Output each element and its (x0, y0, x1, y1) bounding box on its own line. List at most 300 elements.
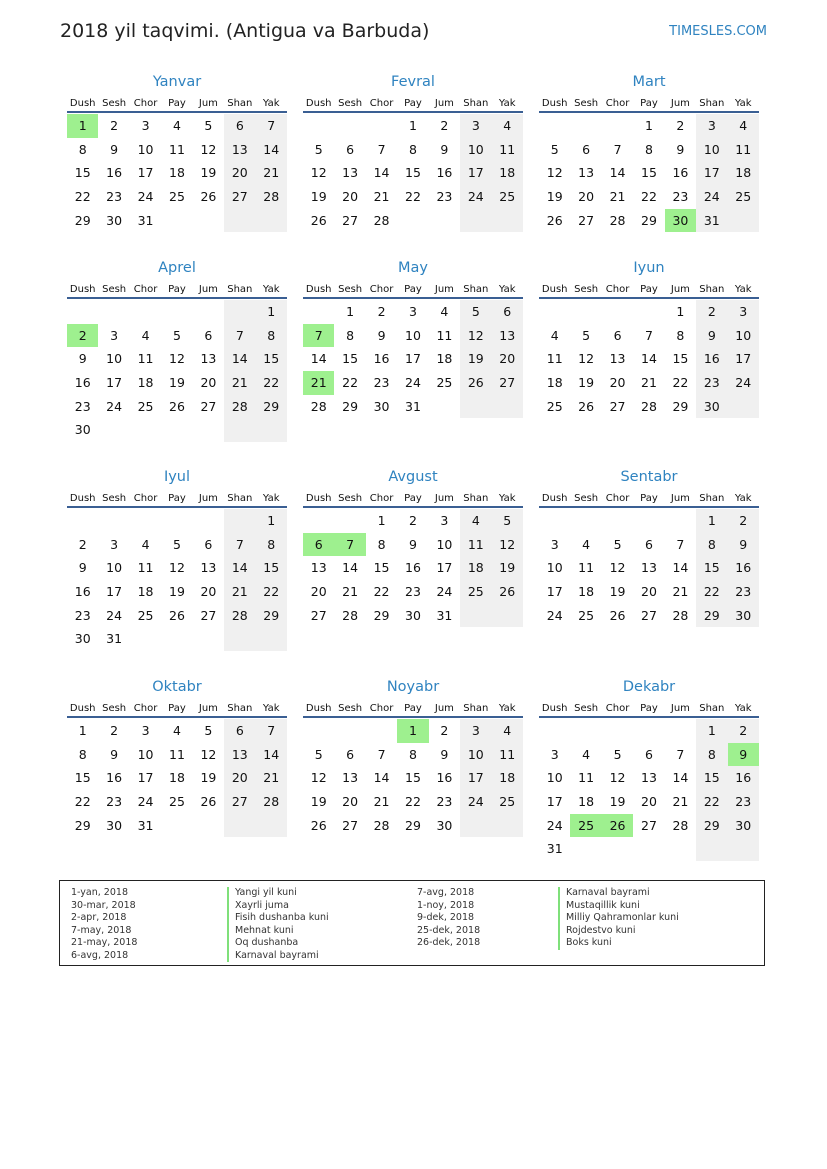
day-cell: 19 (310, 794, 327, 810)
day-cell: 21 (672, 584, 689, 600)
weekday-label: Jum (670, 98, 690, 109)
empty-cell (460, 395, 491, 419)
day-cell: 20 (310, 584, 327, 600)
day-cell: 16 (672, 165, 689, 181)
weekday-label: Yak (262, 493, 280, 504)
page-title: 2018 yil taqvimi. (Antigua va Barbuda) (60, 20, 430, 42)
day-cell: 24 (546, 817, 563, 833)
empty-cell (570, 719, 601, 743)
day-cell: 10 (106, 351, 123, 367)
day-cell: 13 (200, 351, 217, 367)
weekday-label: Dush (69, 493, 96, 504)
weekday-label: Shan (227, 284, 253, 295)
day-cell: 25 (169, 189, 185, 205)
weekday-label: Jum (198, 493, 218, 504)
day-cell: 17 (106, 584, 123, 600)
day-cell: 8 (676, 327, 685, 343)
day-cell: 9 (440, 746, 449, 762)
day-cell: 18 (492, 161, 523, 185)
day-cell: 12 (169, 560, 185, 576)
day-cell: 17 (460, 766, 491, 790)
empty-cell (366, 114, 397, 138)
day-cell: 2 (440, 723, 449, 738)
month-name: May (398, 260, 428, 276)
day-cell: 18 (578, 584, 595, 600)
day-cell: 6 (346, 746, 355, 762)
day-cell: 30 (373, 398, 390, 414)
empty-cell (224, 209, 255, 233)
empty-cell (728, 395, 759, 419)
empty-cell (366, 719, 397, 743)
empty-cell (224, 814, 255, 838)
day-cell: 13 (310, 560, 327, 576)
empty-cell (130, 627, 161, 651)
day-cell: 19 (609, 584, 626, 600)
day-cell: 19 (200, 770, 217, 786)
day-cell: 25 (492, 790, 523, 814)
day-cell: 29 (696, 814, 727, 838)
empty-cell (602, 837, 633, 861)
day-cell: 29 (405, 817, 421, 833)
month-iyun (539, 259, 759, 418)
empty-cell (130, 418, 161, 442)
empty-cell (161, 209, 192, 233)
day-cell: 7 (256, 719, 287, 743)
day-cell: 5 (173, 536, 181, 552)
legend-dates-right (417, 887, 480, 950)
day-cell: 31 (137, 212, 154, 228)
day-cell: 21 (342, 584, 359, 600)
day-cell: 26 (169, 398, 185, 414)
weekday-label: Shan (463, 98, 489, 109)
day-cell: 30 (106, 817, 123, 833)
day-grid (67, 114, 287, 232)
day-grid (67, 509, 287, 651)
empty-cell (492, 604, 523, 628)
empty-cell (665, 719, 696, 743)
day-cell: 29 (342, 398, 359, 414)
empty-cell (539, 719, 570, 743)
day-cell: 5 (204, 118, 213, 133)
day-cell: 22 (405, 794, 421, 810)
holiday-day-cell: 1 (397, 719, 428, 743)
day-cell: 16 (74, 584, 91, 600)
day-cell: 13 (492, 324, 523, 348)
empty-cell (161, 627, 192, 651)
day-cell: 20 (200, 375, 217, 391)
day-cell: 22 (256, 580, 287, 604)
day-cell: 27 (342, 212, 359, 228)
weekday-label: Shan (463, 493, 489, 504)
weekday-label: Sesh (338, 703, 363, 714)
day-cell: 16 (436, 165, 453, 181)
empty-cell (224, 418, 255, 442)
empty-cell (539, 114, 570, 138)
month-mart (539, 73, 759, 232)
holiday-day-cell: 7 (303, 324, 334, 348)
day-cell: 17 (696, 161, 727, 185)
weekday-header (67, 282, 287, 299)
day-cell: 21 (256, 766, 287, 790)
weekday-label: Chor (369, 284, 394, 295)
day-cell: 23 (728, 580, 759, 604)
day-cell: 8 (409, 141, 417, 157)
day-cell: 5 (582, 327, 591, 343)
weekday-label: Jum (434, 284, 454, 295)
weekday-label: Yak (498, 98, 516, 109)
empty-cell (303, 719, 334, 743)
weekday-header (67, 491, 287, 508)
legend-date: 21-may, 2018 (71, 937, 138, 948)
month-oktabr (67, 678, 287, 837)
day-cell: 27 (578, 212, 595, 228)
day-cell: 19 (169, 375, 185, 391)
weekday-label: Jum (198, 98, 218, 109)
day-cell: 11 (492, 743, 523, 767)
month-name: Avgust (388, 469, 438, 485)
day-cell: 6 (204, 536, 213, 552)
day-cell: 3 (141, 723, 150, 738)
weekday-label: Shan (699, 493, 725, 504)
day-cell: 14 (373, 770, 390, 786)
empty-cell (334, 509, 365, 533)
holiday-day-cell: 2 (67, 324, 98, 348)
empty-cell (492, 395, 523, 419)
day-cell: 15 (256, 347, 287, 371)
day-cell: 25 (578, 607, 595, 623)
day-cell: 16 (405, 560, 421, 576)
day-cell: 28 (641, 398, 657, 414)
day-cell: 30 (106, 212, 123, 228)
holiday-day-cell: 9 (728, 743, 759, 767)
legend-date: 1-noy, 2018 (417, 899, 475, 911)
day-cell: 17 (728, 347, 759, 371)
day-cell: 19 (492, 556, 523, 580)
day-cell: 15 (641, 165, 657, 181)
weekday-label: Pay (404, 284, 422, 295)
day-cell: 2 (409, 513, 417, 528)
month-name: Yanvar (152, 74, 202, 90)
day-cell: 27 (641, 607, 657, 623)
holiday-day-cell: 26 (602, 814, 633, 838)
day-cell: 11 (728, 138, 759, 162)
day-cell: 24 (106, 398, 123, 414)
day-cell: 3 (440, 513, 449, 528)
day-cell: 26 (609, 607, 626, 623)
day-cell: 4 (141, 327, 150, 343)
day-cell: 7 (256, 114, 287, 138)
day-cell: 29 (641, 212, 657, 228)
empty-cell (334, 719, 365, 743)
weekday-label: Chor (605, 493, 630, 504)
weekday-header (303, 701, 523, 718)
day-cell: 8 (256, 324, 287, 348)
day-cell: 12 (200, 141, 217, 157)
day-cell: 14 (641, 351, 657, 367)
day-cell: 2 (377, 304, 386, 319)
day-cell: 22 (672, 375, 689, 391)
day-cell: 9 (696, 324, 727, 348)
day-cell: 13 (224, 743, 255, 767)
day-cell: 20 (641, 584, 657, 600)
weekday-label: Dush (305, 98, 332, 109)
day-cell: 8 (645, 141, 653, 157)
day-cell: 8 (256, 533, 287, 557)
day-cell: 30 (728, 604, 759, 628)
weekday-label: Sesh (574, 493, 599, 504)
weekday-label: Sesh (102, 703, 127, 714)
day-cell: 11 (546, 351, 563, 367)
day-cell: 18 (492, 766, 523, 790)
day-cell: 26 (169, 607, 185, 623)
day-cell: 7 (676, 746, 685, 762)
empty-cell (193, 300, 224, 324)
weekday-label: Yak (734, 98, 752, 109)
day-cell: 30 (696, 395, 727, 419)
empty-cell (161, 509, 192, 533)
day-cell: 23 (373, 375, 390, 391)
day-cell: 28 (373, 817, 390, 833)
weekday-label: Chor (605, 284, 630, 295)
month-name: Fevral (391, 74, 435, 90)
day-cell: 28 (310, 398, 327, 414)
day-cell: 5 (613, 536, 622, 552)
day-cell: 2 (728, 719, 759, 743)
day-cell: 16 (106, 165, 123, 181)
empty-cell (67, 509, 98, 533)
holiday-day-cell: 30 (665, 209, 696, 233)
day-cell: 23 (728, 790, 759, 814)
day-cell: 17 (106, 375, 123, 391)
empty-cell (334, 114, 365, 138)
day-cell: 23 (74, 398, 91, 414)
day-cell: 20 (224, 766, 255, 790)
holiday-day-cell: 25 (570, 814, 601, 838)
weekday-label: Jum (434, 493, 454, 504)
day-cell: 27 (641, 817, 657, 833)
empty-cell (665, 509, 696, 533)
day-cell: 18 (728, 161, 759, 185)
day-cell: 29 (672, 398, 689, 414)
day-cell: 2 (440, 118, 449, 133)
weekday-label: Pay (168, 703, 186, 714)
legend-dates-left (71, 887, 137, 962)
legend-holiday-name: Yangi yil kuni (227, 887, 329, 900)
day-cell: 14 (256, 743, 287, 767)
day-cell: 14 (224, 556, 255, 580)
day-cell: 20 (578, 189, 595, 205)
empty-cell (460, 814, 491, 838)
day-cell: 10 (696, 138, 727, 162)
day-cell: 3 (460, 719, 491, 743)
empty-cell (570, 837, 601, 861)
legend-holiday-name: Milliy Qahramonlar kuni (558, 912, 679, 925)
day-cell: 19 (460, 347, 491, 371)
day-grid (539, 300, 759, 418)
weekday-label: Sesh (102, 284, 127, 295)
day-cell: 11 (137, 560, 154, 576)
weekday-label: Dush (69, 98, 96, 109)
empty-cell (460, 604, 491, 628)
day-cell: 6 (613, 327, 622, 343)
day-cell: 18 (546, 375, 563, 391)
day-cell: 26 (492, 580, 523, 604)
day-cell: 16 (696, 347, 727, 371)
holiday-day-cell: 6 (303, 533, 334, 557)
month-name: Mart (632, 74, 666, 90)
empty-cell (224, 509, 255, 533)
day-cell: 30 (728, 814, 759, 838)
day-cell: 11 (460, 533, 491, 557)
day-cell: 22 (74, 794, 91, 810)
weekday-label: Jum (670, 703, 690, 714)
day-cell: 9 (409, 536, 417, 552)
day-cell: 10 (405, 327, 421, 343)
day-cell: 18 (436, 351, 453, 367)
day-cell: 12 (578, 351, 595, 367)
weekday-label: Sesh (102, 493, 127, 504)
day-cell: 11 (436, 327, 453, 343)
day-cell: 16 (436, 770, 453, 786)
day-cell: 12 (169, 351, 185, 367)
day-cell: 19 (578, 375, 595, 391)
day-cell: 5 (314, 746, 323, 762)
day-cell: 22 (342, 375, 359, 391)
day-cell: 3 (696, 114, 727, 138)
empty-cell (67, 300, 98, 324)
empty-cell (397, 209, 428, 233)
day-cell: 21 (224, 580, 255, 604)
weekday-label: Chor (369, 98, 394, 109)
month-fevral (303, 73, 523, 232)
day-cell: 11 (578, 560, 595, 576)
weekday-label: Sesh (338, 493, 363, 504)
day-cell: 20 (342, 794, 359, 810)
weekday-label: Shan (463, 284, 489, 295)
day-cell: 14 (373, 165, 390, 181)
day-cell: 9 (110, 746, 119, 762)
empty-cell (602, 114, 633, 138)
day-grid (67, 719, 287, 837)
holiday-day-cell: 7 (334, 533, 365, 557)
legend-date: 6-avg, 2018 (71, 949, 129, 961)
day-cell: 29 (256, 604, 287, 628)
legend-date: 7-may, 2018 (71, 924, 132, 936)
day-cell: 21 (224, 371, 255, 395)
weekday-label: Dush (305, 493, 332, 504)
weekday-label: Yak (498, 284, 516, 295)
day-cell: 14 (310, 351, 327, 367)
day-cell: 30 (405, 607, 421, 623)
empty-cell (256, 418, 287, 442)
empty-cell (193, 509, 224, 533)
day-cell: 10 (460, 743, 491, 767)
day-cell: 3 (141, 118, 150, 133)
day-cell: 25 (460, 580, 491, 604)
day-cell: 10 (546, 560, 563, 576)
weekday-label: Chor (133, 284, 158, 295)
day-cell: 27 (200, 398, 217, 414)
day-cell: 7 (676, 536, 685, 552)
day-cell: 14 (609, 165, 626, 181)
day-cell: 1 (696, 719, 727, 743)
month-sentabr (539, 468, 759, 627)
day-cell: 2 (728, 509, 759, 533)
day-cell: 1 (346, 304, 355, 319)
empty-cell (602, 509, 633, 533)
day-cell: 4 (173, 723, 181, 738)
day-cell: 23 (436, 189, 453, 205)
day-cell: 3 (550, 536, 559, 552)
legend-holiday-name: Xayrli juma (227, 900, 329, 913)
day-cell: 4 (582, 536, 591, 552)
day-cell: 28 (256, 185, 287, 209)
weekday-label: Jum (670, 493, 690, 504)
day-cell: 24 (696, 185, 727, 209)
day-cell: 19 (310, 189, 327, 205)
day-cell: 15 (405, 165, 421, 181)
day-cell: 15 (74, 165, 91, 181)
weekday-header (67, 701, 287, 718)
day-cell: 4 (492, 114, 523, 138)
legend-holiday-name: Fisih dushanba kuni (227, 912, 329, 925)
empty-cell (161, 418, 192, 442)
day-cell: 7 (613, 141, 622, 157)
brand-link[interactable]: TIMESLES.COM (669, 24, 767, 39)
weekday-label: Shan (227, 493, 253, 504)
day-cell: 11 (137, 351, 154, 367)
legend-holiday-name: Oq dushanba (227, 937, 329, 950)
day-cell: 15 (256, 556, 287, 580)
empty-cell (633, 719, 664, 743)
day-cell: 9 (78, 351, 87, 367)
day-cell: 13 (224, 138, 255, 162)
weekday-label: Sesh (338, 284, 363, 295)
weekday-label: Pay (640, 703, 658, 714)
day-cell: 10 (460, 138, 491, 162)
day-cell: 18 (169, 770, 185, 786)
day-cell: 19 (200, 165, 217, 181)
month-iyul (67, 468, 287, 651)
day-cell: 21 (373, 794, 390, 810)
empty-cell (98, 509, 129, 533)
day-cell: 15 (696, 766, 727, 790)
day-cell: 3 (409, 304, 417, 319)
day-cell: 12 (492, 533, 523, 557)
day-cell: 14 (672, 770, 689, 786)
empty-cell (492, 209, 523, 233)
empty-cell (539, 509, 570, 533)
day-cell: 1 (409, 118, 417, 133)
day-cell: 11 (492, 138, 523, 162)
day-cell: 17 (460, 161, 491, 185)
day-cell: 20 (200, 584, 217, 600)
day-cell: 5 (314, 141, 323, 157)
day-cell: 13 (342, 165, 359, 181)
day-cell: 24 (436, 584, 453, 600)
day-cell: 7 (645, 327, 653, 343)
day-cell: 20 (342, 189, 359, 205)
day-cell: 13 (641, 560, 657, 576)
empty-cell (633, 509, 664, 533)
day-cell: 12 (310, 165, 327, 181)
day-cell: 10 (137, 141, 154, 157)
day-cell: 29 (696, 604, 727, 628)
day-cell: 19 (169, 584, 185, 600)
empty-cell (193, 814, 224, 838)
day-cell: 10 (728, 324, 759, 348)
empty-cell (161, 814, 192, 838)
